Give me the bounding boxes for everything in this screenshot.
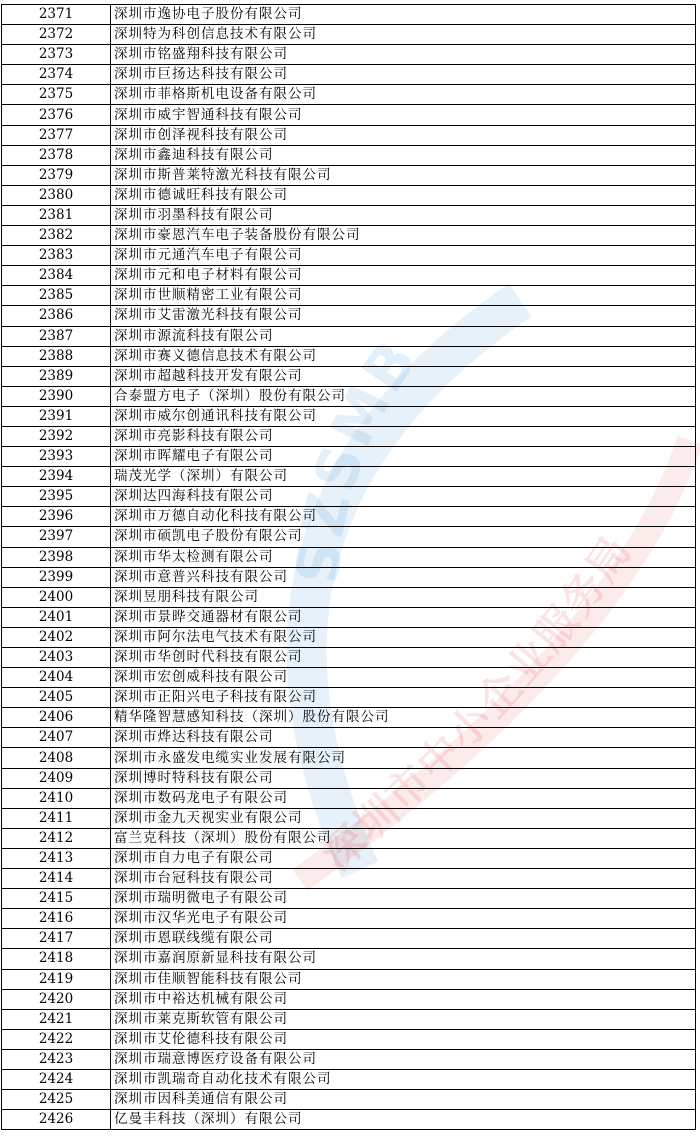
company-name: 深圳市世顺精密工业有限公司 — [111, 286, 696, 306]
table-row — [2, 366, 696, 386]
row-number: 2398 — [2, 547, 111, 567]
table-row — [2, 848, 696, 868]
table-row — [2, 929, 696, 949]
table-row — [2, 708, 696, 728]
row-number: 2389 — [2, 366, 111, 386]
table-row — [2, 65, 696, 85]
company-name: 深圳博时特科技有限公司 — [111, 768, 696, 788]
company-name: 深圳市阿尔法电气技术有限公司 — [111, 627, 696, 647]
table-row — [2, 869, 696, 889]
row-number: 2407 — [2, 728, 111, 748]
table-row — [2, 909, 696, 929]
table-row — [2, 85, 696, 105]
company-name: 深圳市赛义德信息技术有限公司 — [111, 346, 696, 366]
row-number: 2390 — [2, 386, 111, 406]
row-number: 2412 — [2, 828, 111, 848]
table-row — [2, 648, 696, 668]
company-name: 深圳市因科美通信有限公司 — [111, 1090, 696, 1110]
table-row — [2, 125, 696, 145]
row-number: 2409 — [2, 768, 111, 788]
table-row — [2, 346, 696, 366]
table-row — [2, 668, 696, 688]
company-name: 深圳市永盛发电缆实业发展有限公司 — [111, 748, 696, 768]
company-name: 深圳市景晔交通器材有限公司 — [111, 607, 696, 627]
company-table — [1, 4, 696, 1130]
table-row — [2, 447, 696, 467]
row-number: 2388 — [2, 346, 111, 366]
row-number: 2382 — [2, 226, 111, 246]
table-row — [2, 1090, 696, 1110]
company-name: 深圳市莱克斯软管有限公司 — [111, 1009, 696, 1029]
company-name: 瑞茂光学（深圳）有限公司 — [111, 467, 696, 487]
row-number: 2387 — [2, 326, 111, 346]
company-name: 合泰盟方电子（深圳）股份有限公司 — [111, 386, 696, 406]
company-name: 深圳市亮影科技有限公司 — [111, 426, 696, 446]
table-row — [2, 808, 696, 828]
company-name: 深圳市数码龙电子有限公司 — [111, 788, 696, 808]
company-name: 深圳市华创时代科技有限公司 — [111, 648, 696, 668]
company-name: 精华隆智慧感知科技（深圳）股份有限公司 — [111, 708, 696, 728]
table-row — [2, 246, 696, 266]
company-name: 深圳市正阳兴电子科技有限公司 — [111, 688, 696, 708]
table-row — [2, 527, 696, 547]
row-number: 2378 — [2, 145, 111, 165]
company-name: 深圳市元通汽车电子有限公司 — [111, 246, 696, 266]
company-name: 深圳市烨达科技有限公司 — [111, 728, 696, 748]
table-row — [2, 567, 696, 587]
table-row — [2, 145, 696, 165]
table-row — [2, 105, 696, 125]
table-row — [2, 969, 696, 989]
row-number: 2424 — [2, 1069, 111, 1089]
table-row — [2, 306, 696, 326]
table-row — [2, 5, 696, 25]
row-number: 2395 — [2, 487, 111, 507]
row-number: 2421 — [2, 1009, 111, 1029]
table-row — [2, 828, 696, 848]
row-number: 2380 — [2, 185, 111, 205]
row-number: 2379 — [2, 165, 111, 185]
company-name: 富兰克科技（深圳）股份有限公司 — [111, 828, 696, 848]
row-number: 2386 — [2, 306, 111, 326]
row-number: 2376 — [2, 105, 111, 125]
row-number: 2374 — [2, 65, 111, 85]
row-number: 2408 — [2, 748, 111, 768]
row-number: 2406 — [2, 708, 111, 728]
row-number: 2413 — [2, 848, 111, 868]
table-row — [2, 386, 696, 406]
row-number: 2426 — [2, 1110, 111, 1130]
company-name: 深圳市斯普莱特激光科技有限公司 — [111, 165, 696, 185]
row-number: 2401 — [2, 607, 111, 627]
company-name: 深圳市艾伦德科技有限公司 — [111, 1029, 696, 1049]
table-row — [2, 728, 696, 748]
row-number: 2372 — [2, 25, 111, 45]
company-name: 深圳市艾雷激光科技有限公司 — [111, 306, 696, 326]
company-name: 深圳市恩联线缆有限公司 — [111, 929, 696, 949]
row-number: 2393 — [2, 447, 111, 467]
company-name: 深圳昱朋科技有限公司 — [111, 587, 696, 607]
table-row — [2, 607, 696, 627]
company-name: 深圳市万德自动化科技有限公司 — [111, 507, 696, 527]
table-row — [2, 25, 696, 45]
row-number: 2377 — [2, 125, 111, 145]
row-number: 2423 — [2, 1049, 111, 1069]
row-number: 2371 — [2, 5, 111, 25]
table-row — [2, 467, 696, 487]
table-row — [2, 487, 696, 507]
table-row — [2, 949, 696, 969]
table-row — [2, 688, 696, 708]
row-number: 2415 — [2, 889, 111, 909]
row-number: 2405 — [2, 688, 111, 708]
row-number: 2422 — [2, 1029, 111, 1049]
table-row — [2, 1049, 696, 1069]
company-name: 深圳市超越科技开发有限公司 — [111, 366, 696, 386]
company-name: 深圳市瑞明微电子有限公司 — [111, 889, 696, 909]
table-row — [2, 1009, 696, 1029]
watermark-logo-text: SZSMB — [283, 325, 433, 587]
company-name: 深圳市嘉润原新显科技有限公司 — [111, 949, 696, 969]
table-row — [2, 205, 696, 225]
table-row — [2, 326, 696, 346]
company-name: 深圳市德诚旺科技有限公司 — [111, 185, 696, 205]
company-name: 深圳市元和电子材料有限公司 — [111, 266, 696, 286]
table-row — [2, 889, 696, 909]
row-number: 2419 — [2, 969, 111, 989]
company-name: 深圳市源流科技有限公司 — [111, 326, 696, 346]
company-name: 深圳市瑞意博医疗设备有限公司 — [111, 1049, 696, 1069]
row-number: 2402 — [2, 627, 111, 647]
table-row — [2, 627, 696, 647]
company-name: 深圳市羽墨科技有限公司 — [111, 205, 696, 225]
row-number: 2383 — [2, 246, 111, 266]
row-number: 2394 — [2, 467, 111, 487]
table-row — [2, 507, 696, 527]
row-number: 2404 — [2, 668, 111, 688]
company-name: 深圳市豪恩汽车电子装备股份有限公司 — [111, 226, 696, 246]
table-row — [2, 1110, 696, 1130]
row-number: 2397 — [2, 527, 111, 547]
row-number: 2381 — [2, 205, 111, 225]
row-number: 2417 — [2, 929, 111, 949]
company-name: 深圳市中裕达机械有限公司 — [111, 989, 696, 1009]
table-row — [2, 185, 696, 205]
row-number: 2410 — [2, 788, 111, 808]
company-name: 深圳市铭盛翔科技有限公司 — [111, 45, 696, 65]
row-number: 2399 — [2, 567, 111, 587]
table-row — [2, 406, 696, 426]
company-name: 深圳市金九天视实业有限公司 — [111, 808, 696, 828]
table-row — [2, 547, 696, 567]
company-name: 深圳市佳顺智能科技有限公司 — [111, 969, 696, 989]
row-number: 2396 — [2, 507, 111, 527]
row-number: 2425 — [2, 1090, 111, 1110]
table-row — [2, 788, 696, 808]
company-name: 深圳市菲格斯机电设备有限公司 — [111, 85, 696, 105]
company-name: 深圳市硕凯电子股份有限公司 — [111, 527, 696, 547]
company-name: 深圳市鑫迪科技有限公司 — [111, 145, 696, 165]
company-name: 深圳市华太检测有限公司 — [111, 547, 696, 567]
company-name: 深圳达四海科技有限公司 — [111, 487, 696, 507]
row-number: 2416 — [2, 909, 111, 929]
row-number: 2384 — [2, 266, 111, 286]
company-name: 深圳市自力电子有限公司 — [111, 848, 696, 868]
company-name: 深圳市宏创威科技有限公司 — [111, 668, 696, 688]
company-name: 深圳市台冠科技有限公司 — [111, 869, 696, 889]
table-row — [2, 45, 696, 65]
company-name: 深圳市晖耀电子有限公司 — [111, 447, 696, 467]
row-number: 2392 — [2, 426, 111, 446]
table-row — [2, 266, 696, 286]
row-number: 2400 — [2, 587, 111, 607]
watermark-org-text: 深圳市中小企业服务局 — [312, 525, 642, 881]
company-name: 深圳特为科创信息技术有限公司 — [111, 25, 696, 45]
company-name: 深圳市汉华光电子有限公司 — [111, 909, 696, 929]
row-number: 2373 — [2, 45, 111, 65]
table-row — [2, 426, 696, 446]
row-number: 2375 — [2, 85, 111, 105]
company-name: 深圳市创泽视科技有限公司 — [111, 125, 696, 145]
row-number: 2420 — [2, 989, 111, 1009]
row-number: 2391 — [2, 406, 111, 426]
row-number: 2411 — [2, 808, 111, 828]
table-row — [2, 1069, 696, 1089]
company-table-body — [2, 5, 696, 1130]
row-number: 2385 — [2, 286, 111, 306]
table-row — [2, 286, 696, 306]
company-name: 深圳市逸协电子股份有限公司 — [111, 5, 696, 25]
company-name: 深圳市威宇智通科技有限公司 — [111, 105, 696, 125]
company-name: 深圳市威尔创通讯科技有限公司 — [111, 406, 696, 426]
company-name: 深圳市凯瑞奇自动化技术有限公司 — [111, 1069, 696, 1089]
table-row — [2, 748, 696, 768]
table-row — [2, 989, 696, 1009]
company-name: 深圳市意普兴科技有限公司 — [111, 567, 696, 587]
company-name: 深圳市巨扬达科技有限公司 — [111, 65, 696, 85]
table-row — [2, 768, 696, 788]
table-row — [2, 165, 696, 185]
table-row — [2, 1029, 696, 1049]
company-name: 亿曼丰科技（深圳）有限公司 — [111, 1110, 696, 1130]
row-number: 2414 — [2, 869, 111, 889]
table-row — [2, 226, 696, 246]
row-number: 2418 — [2, 949, 111, 969]
table-row — [2, 587, 696, 607]
row-number: 2403 — [2, 648, 111, 668]
